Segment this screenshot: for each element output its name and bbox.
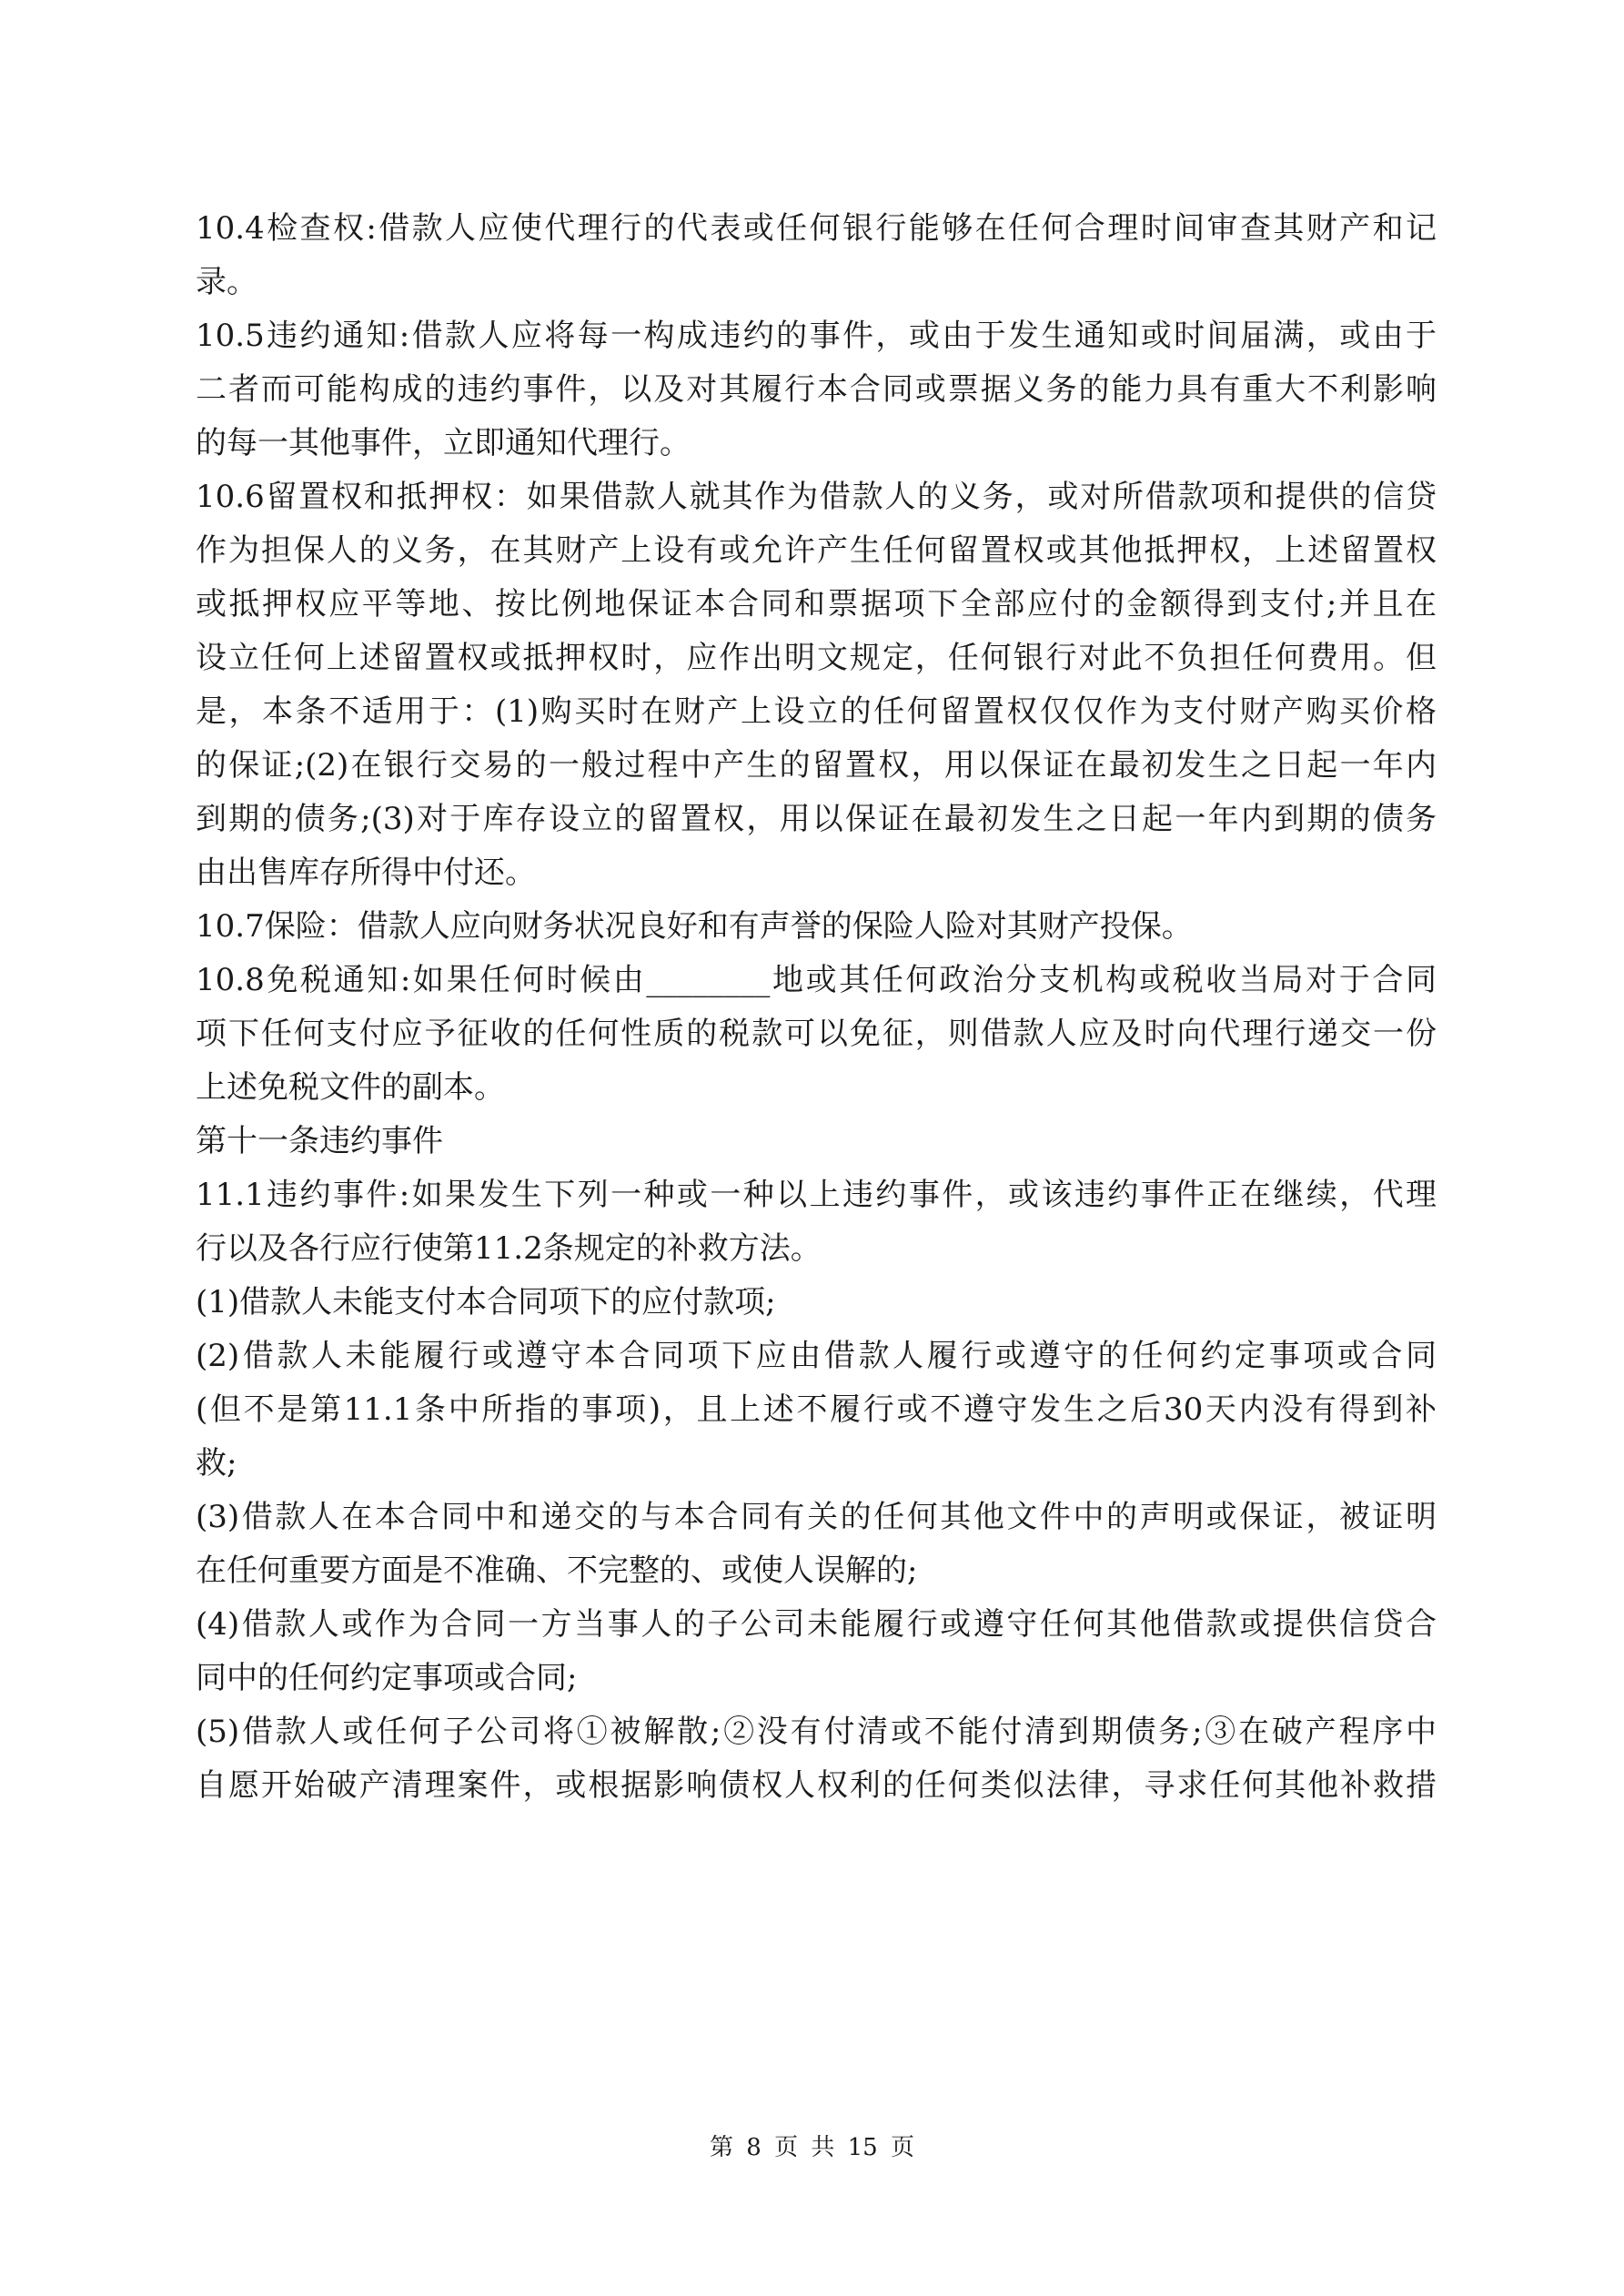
text-line: 10.5违约通知:借款人应将每一构成违约的事件，或由于发生通知或时间届满，或由于 [196, 318, 1437, 354]
document-body [196, 202, 1437, 1813]
text-line: 救; [196, 1445, 237, 1482]
text-line: 由出售库存所得中付还。 [196, 855, 536, 891]
text-line: (1)借款人未能支付本合同项下的应付款项; [196, 1284, 776, 1320]
text-line: (4)借款人或作为合同一方当事人的子公司未能履行或遵守任何其他借款或提供信贷合 [196, 1606, 1437, 1643]
text-line: (2)借款人未能履行或遵守本合同项下应由借款人履行或遵守的任何约定事项或合同 [196, 1338, 1437, 1374]
page-number-footer: 第 8 页 共 15 页 [710, 2134, 914, 2161]
text-line: 在任何重要方面是不准确、不完整的、或使人误解的; [196, 1553, 918, 1589]
text-line: (3)借款人在本合同中和递交的与本合同有关的任何其他文件中的声明或保证，被证明 [196, 1499, 1437, 1535]
text-line: 或抵押权应平等地、按比例地保证本合同和票据项下全部应付的金额得到支付;并且在 [196, 586, 1437, 622]
text-line: 二者而可能构成的违约事件，以及对其履行本合同或票据义务的能力具有重大不利影响 [196, 371, 1437, 408]
text-line: 到期的债务;(3)对于库存设立的留置权，用以保证在最初发生之日起一年内到期的债务 [196, 801, 1437, 837]
text-line: (但不是第11.1条中所指的事项)，且上述不履行或不遵守发生之后30天内没有得到补 [196, 1391, 1437, 1428]
text-line: 录。 [196, 264, 257, 300]
text-line: 10.7保险：借款人应向财务状况良好和有声誉的保险人险对其财产投保。 [196, 908, 1193, 945]
section-heading: 第十一条违约事件 [196, 1123, 443, 1159]
text-line: 设立任何上述留置权或抵押权时，应作出明文规定，任何银行对此不负担任何费用。但 [196, 640, 1437, 676]
text-line: 行以及各行应行使第11.2条规定的补救方法。 [196, 1230, 822, 1267]
text-line: (5)借款人或任何子公司将①被解散;②没有付清或不能付清到期债务;③在破产程序中 [196, 1714, 1437, 1750]
text-line: 的保证;(2)在银行交易的一般过程中产生的留置权，用以保证在最初发生之日起一年内 [196, 747, 1437, 784]
text-line: 自愿开始破产清理案件，或根据影响债权人权利的任何类似法律，寻求任何其他补救措 [196, 1767, 1437, 1804]
text-line: 11.1违约事件:如果发生下列一种或一种以上违约事件，或该违约事件正在继续，代理 [196, 1177, 1437, 1213]
text-line: 是，本条不适用于：(1)购买时在财产上设立的任何留置权仅仅作为支付财产购买价格 [196, 693, 1437, 730]
text-line: 作为担保人的义务，在其财产上设有或允许产生任何留置权或其他抵押权，上述留置权 [196, 532, 1437, 569]
text-line: 10.4检查权:借款人应使代理行的代表或任何银行能够在任何合理时间审查其财产和记 [196, 210, 1437, 247]
text-line: 项下任何支付应予征收的任何性质的税款可以免征，则借款人应及时向代理行递交一份 [196, 1016, 1437, 1052]
text-line: 上述免税文件的副本。 [196, 1069, 505, 1106]
text-line: 10.6留置权和抵押权：如果借款人就其作为借款人的义务，或对所借款项和提供的信贷 [196, 479, 1437, 515]
text-line: 10.8免税通知:如果任何时候由________地或其任何政治分支机构或税收当局对于合同 [196, 962, 1437, 998]
text-line: 同中的任何约定事项或合同; [196, 1660, 578, 1696]
text-line: 的每一其他事件，立即通知代理行。 [196, 425, 691, 461]
